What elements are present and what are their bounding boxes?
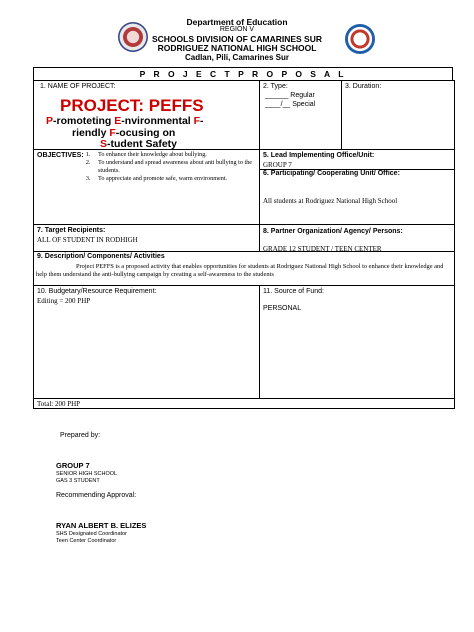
lead-office-value: GROUP 7 (263, 161, 292, 169)
description-text: Project PEFFS is a proposed activity that enables opportunities for students at Rodriguez National High School to enhance their knowledge and help them understand the anti-bullying campaign by creating a self-awareness to the students (36, 263, 444, 279)
approver-role-1: SHS Designated Coordinator (56, 531, 127, 537)
acronym-line-2: riendly F-ocusing on (72, 127, 176, 139)
budget-label: 10. Budgetary/Resource Requirement: (37, 288, 157, 295)
divider (259, 80, 260, 149)
partner-value: GRADE 12 STUDENT / TEEN CENTER (263, 245, 382, 253)
partner-label: 8. Partner Organization/ Agency/ Persons: (263, 228, 403, 235)
lead-office-label: 5. Lead Implementing Office/Unit: (263, 152, 375, 159)
fund-value: PERSONAL (263, 305, 302, 312)
divider (33, 149, 455, 150)
preparer-sub-2: GAS 3 STUDENT (56, 478, 100, 484)
divider (33, 224, 455, 225)
type-label: 2. Type: (263, 83, 288, 90)
target-value: ALL OF STUDENT IN RODHIGH (37, 236, 138, 244)
divider (33, 398, 455, 399)
list-item: 2. To understand and spread awareness about anti bullying to the students. (92, 159, 257, 175)
proposal-title-bar: P R O J E C T P R O P O S A L (33, 67, 453, 81)
divider (259, 285, 260, 398)
school-name: RODRIGUEZ NATIONAL HIGH SCHOOL (157, 43, 317, 53)
list-item: 3. To appreciate and promote safe, warm environment. (92, 175, 257, 183)
preparer-group: GROUP 7 (56, 461, 90, 470)
participating-value: All students at Rodriguez National High School (263, 197, 398, 205)
divider (33, 285, 455, 286)
approver-role-2: Teen Center Coordinator (56, 538, 117, 544)
objectives-list (78, 151, 257, 183)
school-address: Cadlan, Pili, Camarines Sur (184, 53, 290, 62)
preparer-sub-1: SENIOR HIGH SCHOOL (56, 471, 118, 477)
divider (33, 251, 455, 252)
prepared-by-label: Prepared by: (60, 432, 101, 439)
divider (259, 149, 260, 251)
region-name: REGION V (219, 26, 255, 33)
project-title: PROJECT: PEFFS (60, 96, 204, 115)
name-of-project-label: 1. NAME OF PROJECT: (40, 83, 116, 90)
acronym-line-3: S-tudent Safety (100, 138, 178, 150)
recommending-approval-label: Recommending Approval: (56, 492, 137, 499)
fund-label: 11. Source of Fund: (263, 288, 324, 295)
objectives-label: OBJECTIVES: (37, 152, 84, 159)
type-regular: ______ Regular (265, 92, 315, 99)
target-label: 7. Target Recipients: (37, 227, 106, 234)
description-label: 9. Description/ Components/ Activities (37, 253, 165, 260)
department-name: Department of Education (186, 17, 288, 27)
approver-name: RYAN ALBERT B. ELIZES (56, 521, 147, 530)
divider (341, 80, 342, 149)
list-item: 1. To enhance their knowledge about bullying. (92, 151, 257, 159)
type-special: ____/__ Special (265, 101, 316, 108)
duration-label: 3. Duration: (345, 83, 382, 90)
total-budget: Total: 200 PHP (37, 400, 81, 408)
acronym-line-1: P-romoteting E-nvironmental F- (46, 115, 204, 127)
participating-label: 6. Participating/ Cooperating Unit/ Office: (263, 170, 400, 177)
division-name: SCHOOLS DIVISION OF CAMARINES SUR (151, 34, 322, 44)
budget-value: Editing = 200 PHP (37, 297, 91, 305)
